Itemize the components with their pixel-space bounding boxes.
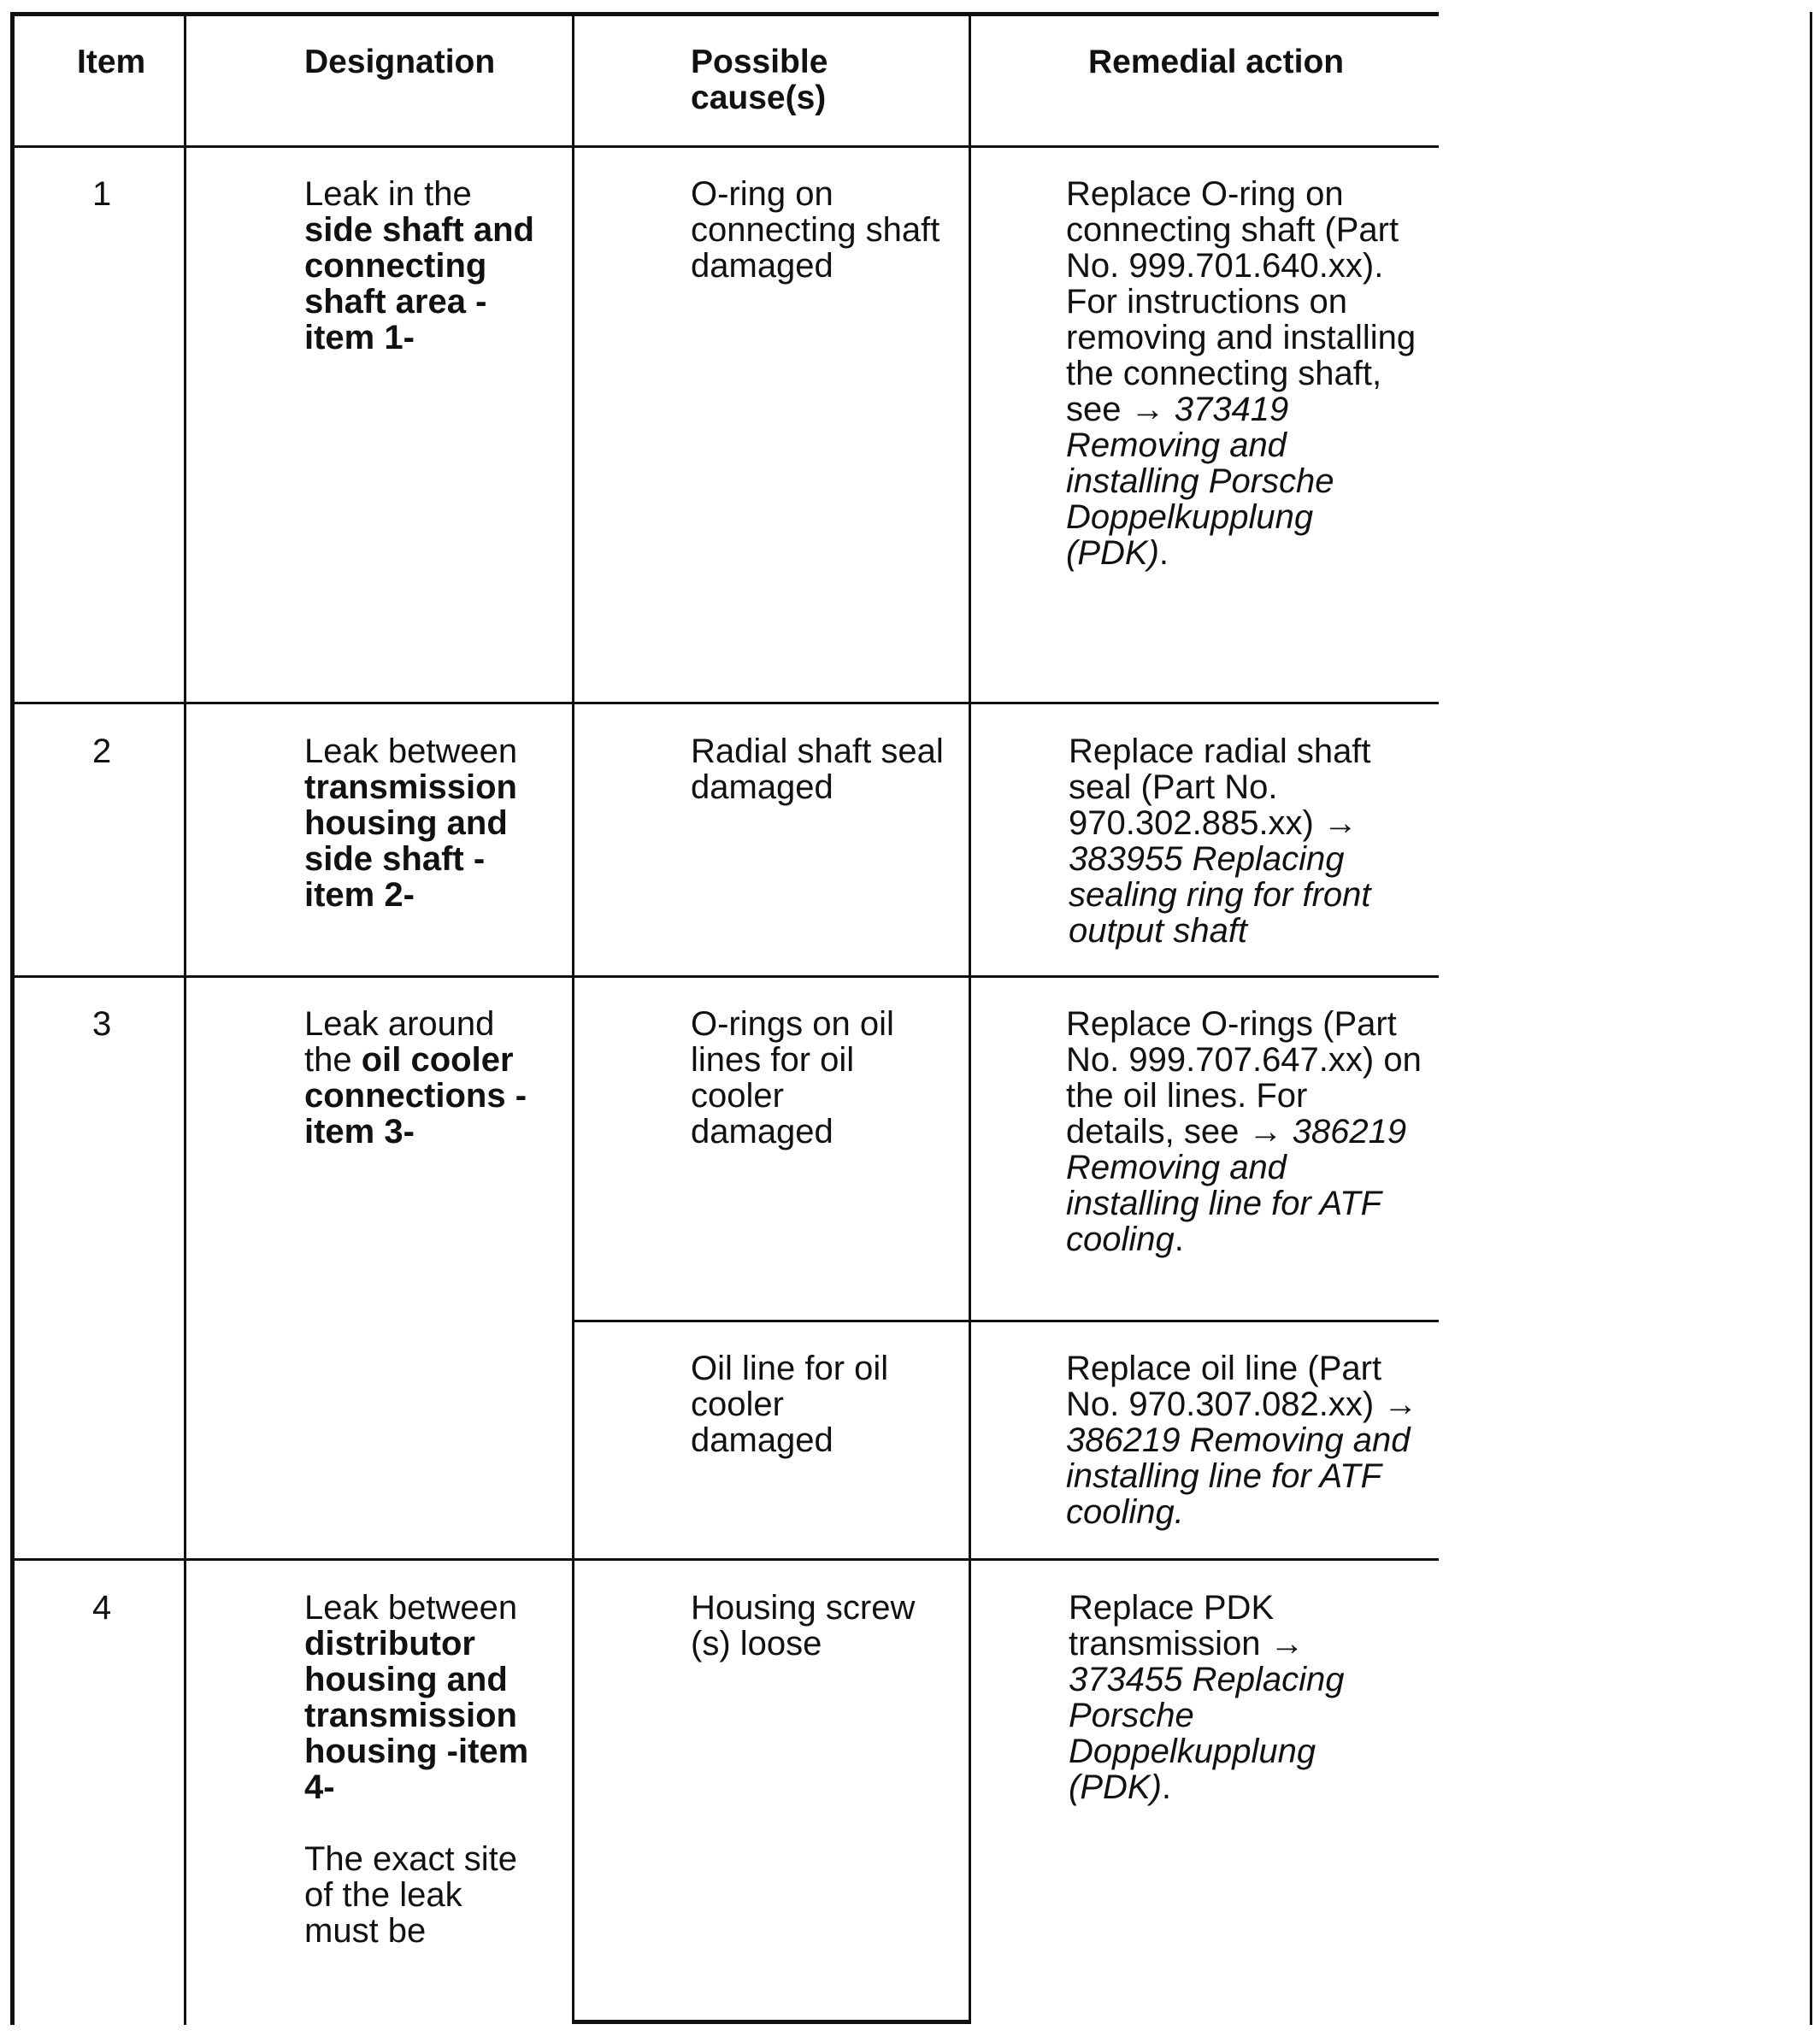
column-divider-cause bbox=[969, 12, 971, 2022]
row-3a-bottom-border bbox=[572, 1320, 1439, 1322]
row-2-item-number: 2 bbox=[92, 733, 112, 770]
row-4-designation-main bbox=[304, 1590, 535, 1805]
row-3b-action-text: Replace oil line (Part No. 970.307.082.xx) bbox=[1066, 1350, 1382, 1423]
row-4-designation-note: The exact site of the leak must be bbox=[304, 1840, 518, 1950]
row-2-designation-text: Leak between bbox=[304, 733, 518, 770]
row-3b-action-link[interactable]: → 386219 Removing and installing line for ATF cooling. bbox=[1066, 1386, 1418, 1531]
column-divider-designation bbox=[572, 12, 574, 2022]
row-3-designation-bold: oil cooler connections -item 3- bbox=[304, 1041, 527, 1150]
row-3-designation-text: Leak around the bbox=[304, 1005, 495, 1079]
header-item: Item bbox=[77, 44, 146, 80]
row-1-designation bbox=[304, 176, 535, 356]
row-3-bottom-border bbox=[10, 1558, 1439, 1561]
row-4-action-end: . bbox=[1161, 1768, 1172, 1806]
row-3a-cause: O-rings on oil lines for oil cooler damaged bbox=[691, 1005, 894, 1150]
row-3-item-number: 3 bbox=[92, 1005, 112, 1043]
cause-cell-4-bottom-border bbox=[572, 2020, 971, 2024]
row-3a-action-link[interactable]: → 386219 Removing and installing line for ATF cooling bbox=[1066, 1113, 1407, 1258]
row-1-action-link[interactable]: → 373419 Removing and installing Porsche Doppelkupplung (PDK) bbox=[1066, 391, 1334, 572]
row-4-designation-spacer bbox=[304, 1805, 535, 1841]
row-1-remedial-action bbox=[1066, 176, 1425, 571]
header-bottom-border bbox=[10, 145, 1439, 148]
row-3a-remedial-action bbox=[1066, 1006, 1425, 1257]
row-1-item-number: 1 bbox=[92, 175, 112, 213]
row-2-action-text: Replace radial shaft seal (Part No. 970.302.885.xx) bbox=[1069, 733, 1371, 842]
row-4-action-link[interactable]: → 373455 Replacing Porsche Doppelkupplung (PDK) bbox=[1069, 1625, 1345, 1806]
column-divider-item bbox=[184, 12, 186, 2025]
row-2-designation-bold: transmission housing and side shaft -item 2- bbox=[304, 768, 517, 914]
row-3a-action-text: Replace O-rings (Part No. 999.707.647.xx) on the oil lines. For details, see bbox=[1066, 1005, 1422, 1150]
row-4-remedial-action bbox=[1069, 1590, 1428, 1805]
row-3-designation bbox=[304, 1006, 535, 1150]
row-4-action-text: Replace PDK transmission bbox=[1069, 1589, 1275, 1662]
table-left-border bbox=[10, 12, 15, 2025]
row-1-bottom-border bbox=[10, 702, 1439, 704]
row-2-designation bbox=[304, 733, 535, 913]
row-2-cause: Radial shaft seal damaged bbox=[691, 733, 944, 806]
row-2-bottom-border bbox=[10, 975, 1439, 978]
row-3a-action-end: . bbox=[1174, 1221, 1184, 1258]
row-2-remedial-action bbox=[1069, 733, 1428, 949]
row-2-action-link[interactable]: → 383955 Replacing sealing ring for front output shaft bbox=[1069, 804, 1371, 950]
row-1-designation-bold: side shaft and connecting shaft area -item 1- bbox=[304, 211, 534, 356]
row-1-designation-text: Leak in the bbox=[304, 175, 472, 213]
row-4-cause: Housing screw (s) loose bbox=[691, 1589, 916, 1662]
row-4-designation bbox=[304, 1590, 535, 1949]
row-4-item-number: 4 bbox=[92, 1589, 112, 1627]
row-3b-remedial-action bbox=[1066, 1351, 1425, 1530]
row-4-designation-bold: distributor housing and transmission housing -item 4- bbox=[304, 1625, 529, 1806]
header-designation: Designation bbox=[304, 44, 496, 80]
row-1-action-end: . bbox=[1158, 534, 1169, 572]
row-3b-cause: Oil line for oil cooler damaged bbox=[691, 1350, 889, 1459]
header-remedial-action: Remedial action bbox=[1088, 44, 1345, 80]
row-4-designation-text: Leak between bbox=[304, 1589, 518, 1627]
header-possible-causes: Possible cause(s) bbox=[691, 44, 828, 116]
outer-right-border bbox=[1810, 12, 1812, 2025]
table-top-border bbox=[10, 12, 1439, 16]
row-1-cause: O-ring on connecting shaft damaged bbox=[691, 175, 940, 285]
row-1-action-text: Replace O-ring on connecting shaft (Part No. 999.701.640.xx). For instructions on removing and installing the connecting shaft, see bbox=[1066, 175, 1417, 428]
